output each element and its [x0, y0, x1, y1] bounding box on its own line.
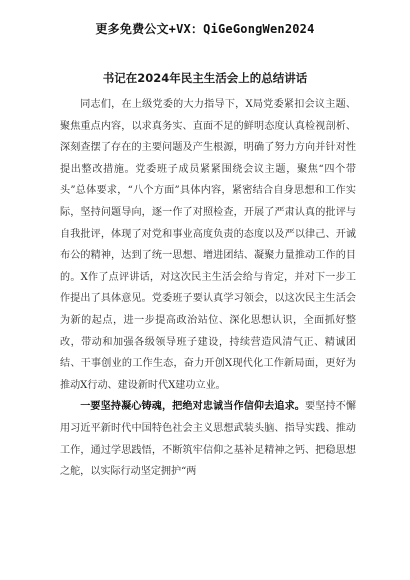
watermark-header: 更多免费公文+VX：QiGeGongWen2024: [95, 22, 315, 36]
paragraph-2: [60, 396, 356, 482]
document-title: 书记在2024年民主生活会上的总结讲话: [102, 71, 308, 85]
document-body: [60, 94, 356, 483]
paragraph-2-text: 要坚持不懈用习近平新时代中国特色社会主义思想武装头脑、指导实践、推动工作，通过学思践悟，不断筑牢信仰之基补足精神之钙、把稳思想之舵，以实际行动坚定拥护“两: [60, 401, 357, 478]
paragraph-2-lead: 一要坚持凝心铸魂，把绝对忠诚当作信仰去追求。: [80, 401, 306, 413]
paragraph-1: 同志们，在上级党委的大力指导下，X局党委紧扣会议主题、聚焦重点内容，以求真务实、直面不足的鲜明态度认真检视剖析、深刻查摆了存在的主要问题及产生根源，明确了努力方向并针对性提出整改措施。党委班子成员紧紧围绕会议主题，聚焦“四个带头”总体要求，“八个方面”具体内容，紧密结合自身思想和工作实际，坚持问题导向，逐一作了对照检查，开展了严肃认真的批评与自我批评，体现了对党和事业高度负责的态度以及严以律己、开诚布公的精神，达到了统一思想、增进团结、凝聚力量推动工作的目的。X作了点评讲话，对这次民主生活会给与肯定，并对下一步工作提出了具体意见。党委班子要认真学习领会，以这次民主生活会为新的起点，进一步提高政治站位、深化思想认识，全面抓好整改，带动和加强各级领导班子建设，持续营造风清气正、精诚团结、干事创业的工作生态，奋力开创X现代化工作新局面，更好为推动X行动、建设新时代X建功立业。: [60, 99, 356, 391]
